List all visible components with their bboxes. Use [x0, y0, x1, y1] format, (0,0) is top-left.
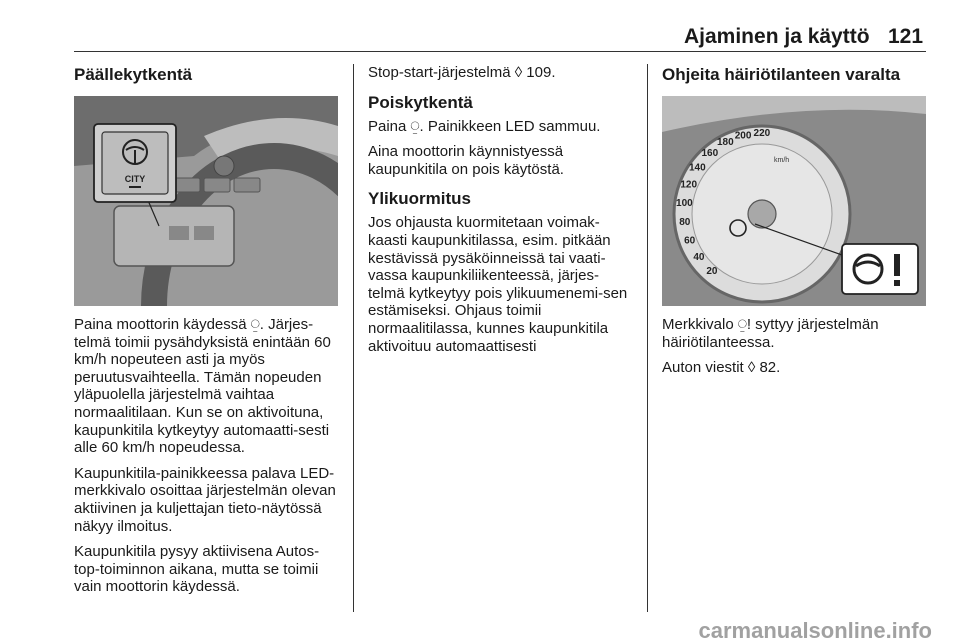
cross-reference: Stop-start-järjestelmä ◊ 109. [368, 64, 556, 81]
gauge-tick-label: 120 [680, 179, 698, 191]
gauge-tick-label: 180 [716, 137, 734, 149]
gauge-tick-label: 60 [684, 235, 696, 247]
section-heading-faults: Ohjeita häiriötilanteen varalta [662, 65, 901, 84]
page-number: 121 [888, 25, 924, 48]
page-header-title: Ajaminen ja käyttö [684, 25, 870, 48]
paragraph: Paina ⍜. Painikkeen LED sammuu. [368, 117, 601, 135]
gauge-tick-label: 140 [688, 162, 706, 174]
column-divider-left [353, 64, 354, 612]
gauge-tick-label: 200 [734, 130, 752, 142]
paragraph: Aina moottorin käynnistyessä kaupunkitila on pois käytöstä. [368, 143, 564, 178]
paragraph: Kaupunkitila pysyy aktiivisena Autos-top-toiminnon aikana, mutta se toimii vain moottorin käydessä. [74, 543, 320, 596]
paragraph: Merkkivalo ⍜! syttyy järjestelmän häiriötilanteessa. [662, 316, 879, 351]
section-heading-switch-on: Päällekytkentä [74, 65, 193, 84]
column-divider-right [647, 64, 648, 612]
gauge-tick-label: 80 [679, 216, 691, 228]
gauge-tick-label: 20 [706, 265, 718, 277]
left-column [74, 64, 342, 604]
section-heading-overload: Ylikuormitus [368, 189, 471, 209]
gauge-tick-label: 160 [701, 148, 719, 160]
section-heading-switch-off: Poiskytkentä [368, 92, 473, 112]
gauge-unit: km/h [774, 157, 790, 164]
paragraph: Jos ohjausta kuormitetaan voimak-kaasti kaupunkitilassa, esim. pitkään kestävissä pysäköinneissä tai vaati-vassa kaupunkiliikenteessä, järjes-telmä kytkeytyy pois ylikuumenemi-sen estämiseksi. Ohjaus toimii normaalitilassa, kunnes kaupunkitila aktivoituu automaattisesti [368, 214, 628, 355]
middle-column [368, 64, 632, 363]
city-label: CITY [124, 174, 146, 184]
header-rule [74, 51, 926, 52]
cross-reference: Auton viestit ◊ 82. [662, 359, 781, 377]
watermark: carmanualsonline.info [698, 618, 932, 643]
paragraph: Kaupunkitila-painikkeessa palava LED-merkkivalo osoittaa järjestelmän olevan aktiivinen ja kuljettajan tieto-näytössä näkyy ilmoitus. [74, 464, 336, 535]
city-button-illustration [74, 96, 338, 306]
paragraph: Paina moottorin käydessä ⍜. Järjes-telmä toimii pysähdyksistä enintään 60 km/h nopeuteen asti ja myös peruutusvaihteella. Tämän nopeuden yläpuolella järjestelmä vaihtaa normaalitilaan. Kun se on aktivoituna, kaupunkitila kytkeytyy automaatti-sesti alle 60 km/h nopeudessa. [74, 316, 331, 457]
right-column [662, 64, 928, 385]
speedometer-illustration [662, 96, 926, 306]
gauge-tick-label: 220 [753, 128, 771, 139]
gauge-tick-label: 40 [693, 251, 705, 263]
gauge-tick-label: 100 [676, 197, 693, 209]
